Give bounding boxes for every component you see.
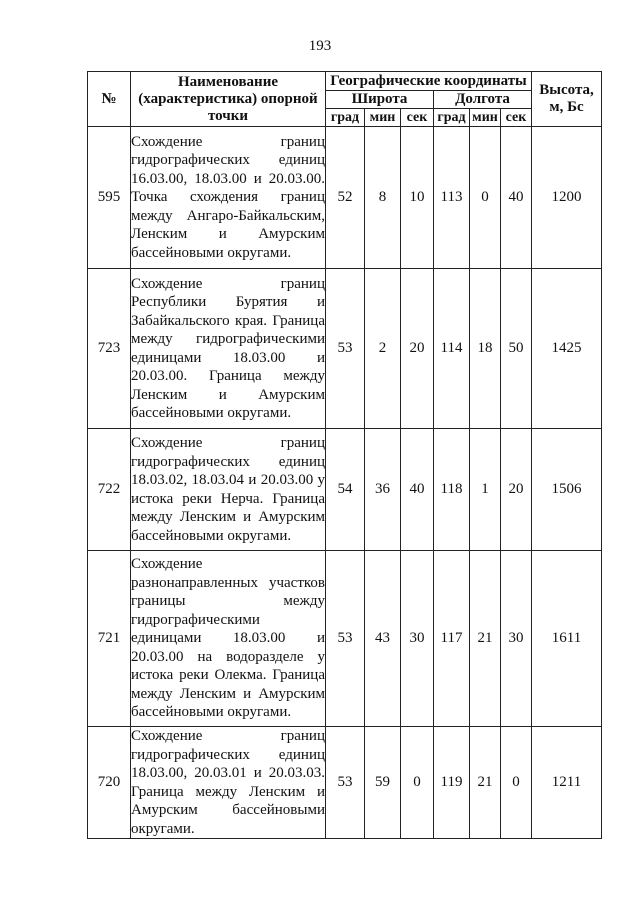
reference-points-table xyxy=(87,71,602,839)
lon-deg: 118 xyxy=(434,429,470,551)
row-name: Схождение разнонаправленных участков границы между гидрографическими единицами 18.03.00 и 20.03.00 на водоразделе у истока реки Олекма. Граница между Ленским и Амурским бассейновыми округами. xyxy=(131,551,326,727)
lon-sec: 50 xyxy=(501,269,532,429)
row-height: 1506 xyxy=(532,429,602,551)
header-lon-min: мин xyxy=(470,109,501,127)
row-number: 723 xyxy=(88,269,131,429)
lat-sec: 30 xyxy=(401,551,434,727)
row-name: Схождение границ гидрографических единиц 18.03.02, 18.03.04 и 20.03.00 у истока реки Нерча. Граница между Ленским и Амурским бассейновыми округами. xyxy=(131,429,326,551)
header-lat-sec: сек xyxy=(401,109,434,127)
row-number: 722 xyxy=(88,429,131,551)
lat-deg: 53 xyxy=(326,269,365,429)
table-row xyxy=(88,551,602,727)
lat-min: 36 xyxy=(365,429,401,551)
row-height: 1611 xyxy=(532,551,602,727)
header-name: Наименование (характеристика) опорной точки xyxy=(131,72,326,127)
row-name: Схождение границ гидрографических единиц 16.03.00, 18.03.00 и 20.03.00. Точка схождения границ между Ангаро-Байкальским, Ленским и Амурским бассейновыми округами. xyxy=(131,127,326,269)
row-number: 720 xyxy=(88,727,131,839)
lon-min: 18 xyxy=(470,269,501,429)
lon-sec: 40 xyxy=(501,127,532,269)
lon-min: 0 xyxy=(470,127,501,269)
lat-sec: 0 xyxy=(401,727,434,839)
table-row xyxy=(88,727,602,839)
header-longitude: Долгота xyxy=(434,91,532,109)
lon-sec: 30 xyxy=(501,551,532,727)
page-number: 193 xyxy=(308,38,332,54)
lon-deg: 113 xyxy=(434,127,470,269)
lat-deg: 53 xyxy=(326,727,365,839)
table-row xyxy=(88,269,602,429)
row-height: 1425 xyxy=(532,269,602,429)
header-lon-deg: град xyxy=(434,109,470,127)
lon-min: 1 xyxy=(470,429,501,551)
lat-deg: 53 xyxy=(326,551,365,727)
lon-deg: 119 xyxy=(434,727,470,839)
lat-min: 59 xyxy=(365,727,401,839)
row-number: 721 xyxy=(88,551,131,727)
lat-min: 43 xyxy=(365,551,401,727)
header-latitude: Широта xyxy=(326,91,434,109)
header-lat-min: мин xyxy=(365,109,401,127)
lat-sec: 10 xyxy=(401,127,434,269)
lat-deg: 54 xyxy=(326,429,365,551)
header-number: № xyxy=(88,72,131,127)
row-height: 1211 xyxy=(532,727,602,839)
lat-sec: 40 xyxy=(401,429,434,551)
table-row xyxy=(88,429,602,551)
row-height: 1200 xyxy=(532,127,602,269)
lon-sec: 20 xyxy=(501,429,532,551)
header-lon-sec: сек xyxy=(501,109,532,127)
table-row xyxy=(88,127,602,269)
header-height: Высота, м, Бс xyxy=(532,72,602,127)
row-name: Схождение границ гидрографических единиц 18.03.00, 20.03.01 и 20.03.03. Граница между Ленским и Амурским бассейновыми округами. xyxy=(131,728,325,837)
lat-sec: 20 xyxy=(401,269,434,429)
lat-deg: 52 xyxy=(326,127,365,269)
lon-min: 21 xyxy=(470,551,501,727)
lon-deg: 114 xyxy=(434,269,470,429)
lat-min: 2 xyxy=(365,269,401,429)
lon-deg: 117 xyxy=(434,551,470,727)
lon-sec: 0 xyxy=(501,727,532,839)
row-number: 595 xyxy=(88,127,131,269)
header-coordinates: Географические координаты xyxy=(326,72,532,91)
lat-min: 8 xyxy=(365,127,401,269)
row-name: Схождение границ Республики Бурятия и Забайкальского края. Граница между гидрографическими единицами 18.03.00 и 20.03.00. Граница между Ленским и Амурским бассейновыми округами. xyxy=(131,269,326,429)
header-lat-deg: град xyxy=(326,109,365,127)
lon-min: 21 xyxy=(470,727,501,839)
